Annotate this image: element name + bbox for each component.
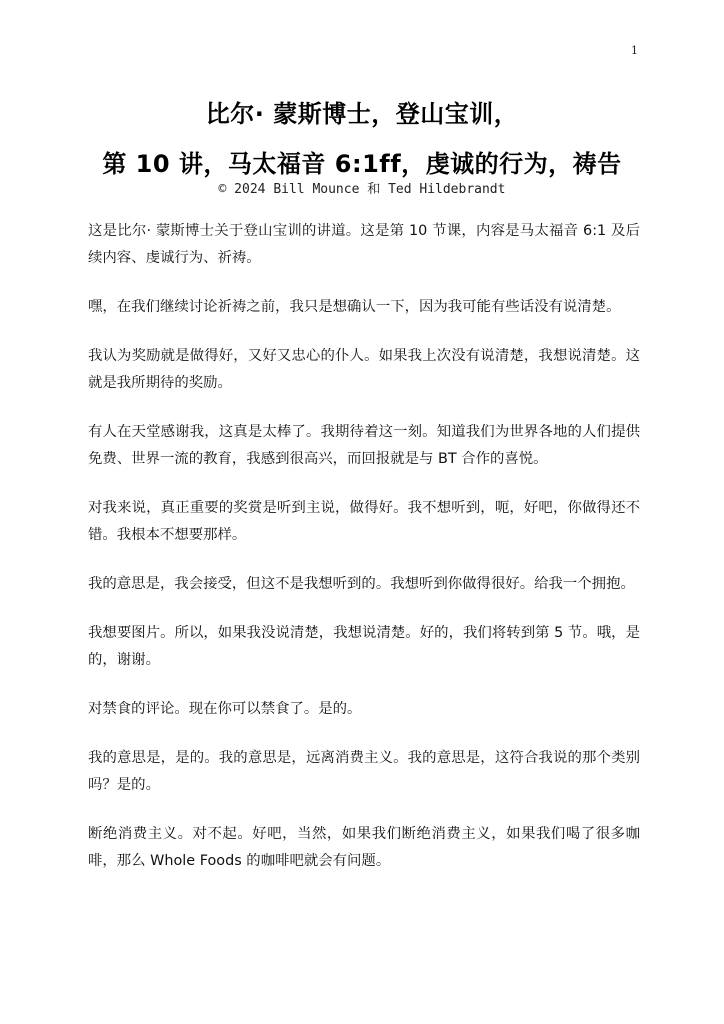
paragraph: 我的意思是，我会接受，但这不是我想听到的。我想听到你做得很好。给我一个拥抱。	[88, 576, 635, 592]
paragraph: 我认为奖励就是做得好，又好又忠心的仆人。如果我上次没有说清楚，我想说清楚。这就是我所期待的奖励。	[88, 348, 640, 391]
document-body	[88, 218, 640, 897]
paragraph: 对我来说，真正重要的奖赏是听到主说，做得好。我不想听到，呃，好吧，你做得还不错。我根本不想要那样。	[88, 500, 640, 543]
paragraph: 我的意思是，是的。我的意思是，远离消费主义。我的意思是，这符合我说的那个类别吗？是的。	[88, 750, 640, 793]
paragraph: 我想要图片。所以，如果我没说清楚，我想说清楚。好的，我们将转到第 5 节。哦，是的，谢谢。	[88, 625, 640, 668]
paragraph: 这是比尔· 蒙斯博士关于登山宝训的讲道。这是第 10 节课，内容是马太福音 6:1 及后续内容、虔诚行为、祈祷。	[88, 223, 640, 266]
page-number: 1	[631, 44, 638, 57]
document-title-line-1: 比尔· 蒙斯博士，登山宝训，	[205, 100, 519, 128]
paragraph: 有人在天堂感谢我，这真是太棒了。我期待着这一刻。知道我们为世界各地的人们提供免费、世界一流的教育，我感到很高兴，而回报就是与 BT 合作的喜悦。	[88, 424, 640, 467]
copyright-line: © 2024 Bill Mounce 和 Ted Hildebrandt	[218, 182, 506, 197]
document-title-line-2: 第 10 讲，马太福音 6:1ff，虔诚的行为，祷告	[102, 150, 622, 178]
paragraph: 嘿，在我们继续讨论祈祷之前，我只是想确认一下，因为我可能有些话没有说清楚。	[88, 299, 621, 315]
paragraph: 断绝消费主义。对不起。好吧，当然，如果我们断绝消费主义，如果我们喝了很多咖啡，那么 Whole Foods 的咖啡吧就会有问题。	[88, 826, 640, 869]
paragraph: 对禁食的评论。现在你可以禁食了。是的。	[88, 701, 362, 717]
